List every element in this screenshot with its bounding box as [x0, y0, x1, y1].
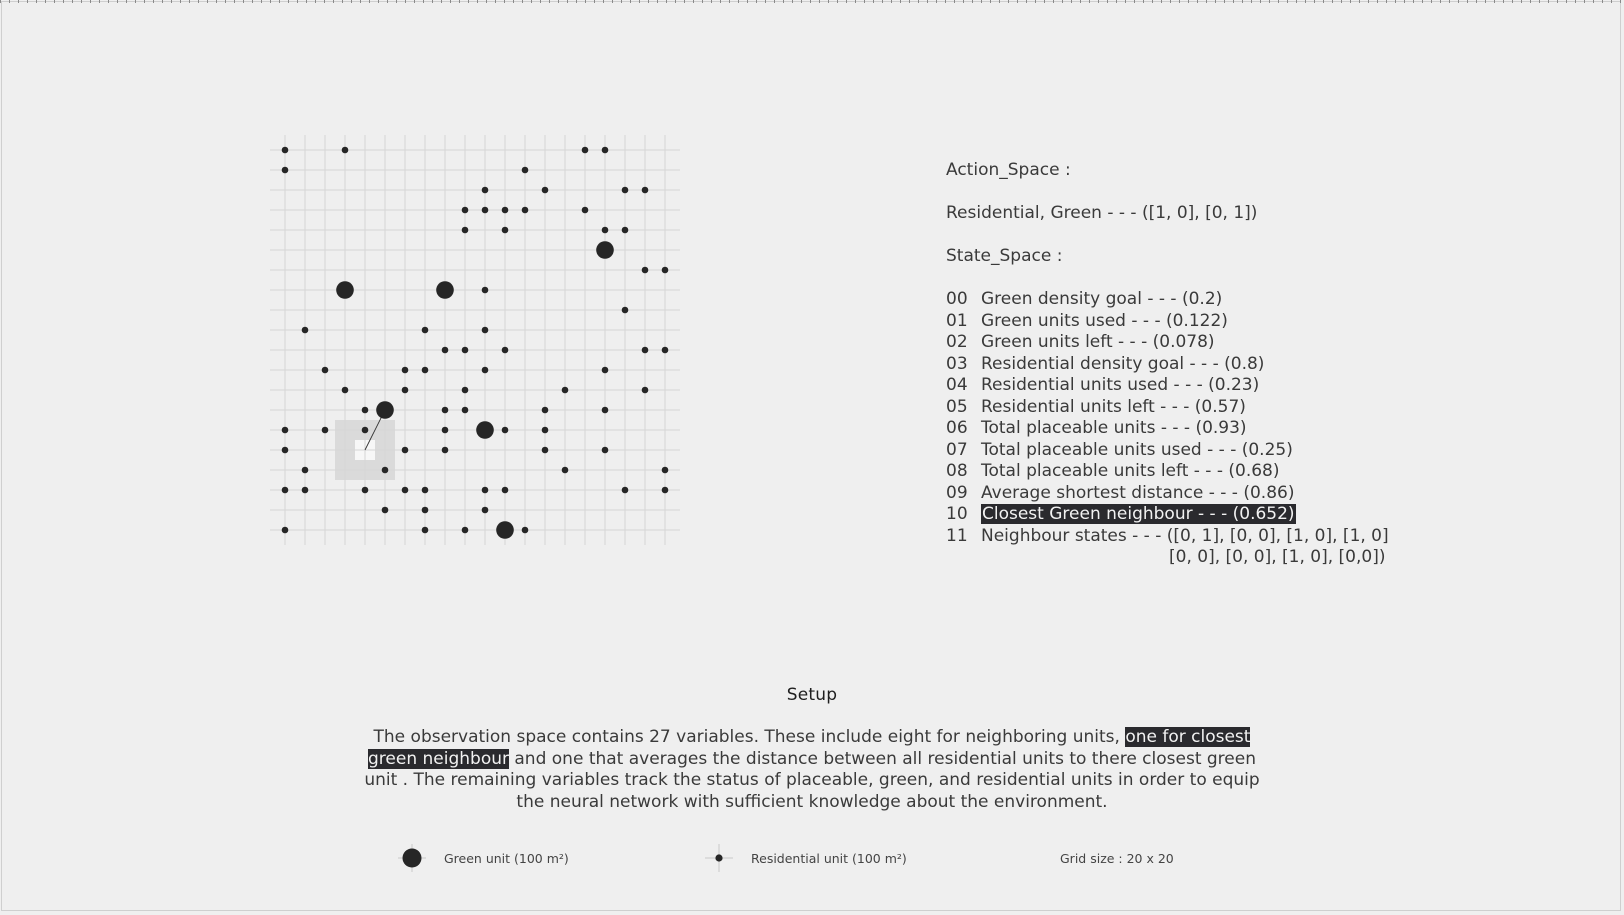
state-text — [981, 397, 1246, 419]
state-index: 07 — [946, 439, 968, 460]
residential-unit — [422, 327, 429, 334]
residential-unit — [602, 367, 609, 374]
state-text-value: Total placeable units used - - - (0.25) — [981, 439, 1293, 460]
residential-unit — [602, 227, 609, 234]
residential-unit — [582, 147, 589, 154]
setup-text-part1: The observation space contains 27 variables. These include eight for neighboring units, — [373, 727, 1120, 747]
state-text-value: Green density goal - - - (0.2) — [981, 289, 1223, 309]
residential-unit — [482, 487, 489, 494]
state-row — [946, 332, 1406, 354]
residential-unit — [542, 407, 549, 414]
residential-unit — [562, 387, 569, 394]
residential-unit — [622, 227, 629, 234]
residential-unit — [522, 527, 529, 534]
residential-unit — [362, 487, 369, 494]
green-unit — [496, 521, 514, 539]
state-row — [946, 289, 1406, 311]
state-row — [946, 375, 1406, 397]
residential-unit — [642, 387, 649, 394]
legend-green — [398, 845, 569, 871]
state-index: 08 — [946, 461, 968, 481]
setup-description — [352, 727, 1272, 814]
state-row — [946, 504, 1406, 526]
residential-unit — [282, 487, 289, 494]
state-text-value: Total placeable units - - - (0.93) — [981, 418, 1247, 438]
residential-unit — [402, 367, 409, 374]
residential-unit — [502, 227, 509, 234]
top-ruler — [0, 0, 1624, 3]
state-text-value: Green units left - - - (0.078) — [981, 332, 1215, 352]
state-text — [981, 354, 1264, 376]
state-text — [981, 440, 1293, 462]
residential-unit — [542, 187, 549, 194]
state-row — [946, 418, 1406, 440]
green-unit — [596, 241, 614, 259]
residential-unit — [602, 407, 609, 414]
residential-unit — [422, 527, 429, 534]
residential-unit — [462, 407, 469, 414]
state-text — [981, 504, 1296, 526]
state-row — [946, 440, 1406, 462]
residential-unit — [282, 147, 289, 154]
residential-unit — [422, 487, 429, 494]
residential-unit — [382, 507, 389, 514]
state-continuation: [0, 0], [0, 0], [1, 0], [0,0]) — [1169, 547, 1386, 567]
residential-unit — [322, 427, 329, 434]
residential-unit — [442, 407, 449, 414]
action-space-value: Residential, Green - - - ([1, 0], [0, 1]) — [946, 203, 1258, 223]
residential-unit — [482, 327, 489, 334]
setup-text-part2: and one that averages the distance between all residential units to there closest green unit . The remaining variables track the status of placeable, green, and residential units in order to equip the neural network with sufficient knowledge about the environment. — [364, 748, 1260, 813]
residential-unit — [642, 347, 649, 354]
state-list — [946, 289, 1406, 547]
state-row — [946, 526, 1406, 548]
residential-unit — [462, 527, 469, 534]
state-text-value: Neighbour states - - - ([0, 1], [0, 0], [1, 0], [1, 0] — [981, 525, 1389, 546]
residential-unit — [482, 367, 489, 374]
residential-unit — [662, 487, 669, 494]
residential-unit — [442, 427, 449, 434]
state-index: 05 — [946, 396, 968, 417]
state-index: 10 — [946, 504, 968, 524]
state-text — [981, 418, 1247, 440]
grid-size-label: Grid size : 20 x 20 — [1060, 850, 1174, 866]
residential-unit — [622, 307, 629, 314]
action-space-title: Action_Space : — [946, 160, 1071, 180]
state-text — [981, 332, 1215, 354]
state-panel — [946, 160, 1406, 569]
residential-unit — [642, 187, 649, 194]
residential-unit — [442, 447, 449, 454]
state-row — [946, 354, 1406, 376]
residential-unit — [502, 207, 509, 214]
setup-text-highlight: one for closest green neighbour — [368, 727, 1251, 769]
green-unit — [436, 281, 454, 299]
residential-unit — [282, 167, 289, 174]
state-text-value: Average shortest distance - - - (0.86) — [981, 482, 1295, 503]
residential-unit — [462, 387, 469, 394]
residential-unit — [422, 507, 429, 514]
state-index: 03 — [946, 353, 968, 374]
residential-unit — [482, 287, 489, 294]
residential-unit — [362, 427, 369, 434]
state-text — [981, 289, 1222, 311]
residential-unit — [282, 447, 289, 454]
state-text — [981, 483, 1294, 505]
green-unit-label: Green unit (100 m²) — [444, 850, 569, 866]
state-text — [981, 461, 1280, 483]
residential-unit — [302, 487, 309, 494]
state-index: 02 — [946, 332, 968, 352]
legend-residential — [705, 845, 907, 871]
residential-unit — [582, 207, 589, 214]
residential-unit — [342, 147, 349, 154]
state-text — [981, 526, 1389, 548]
residential-unit — [402, 447, 409, 454]
state-space-title: State_Space : — [946, 246, 1063, 266]
residential-unit — [562, 467, 569, 474]
residential-unit — [462, 207, 469, 214]
residential-unit — [542, 447, 549, 454]
residential-unit — [542, 427, 549, 434]
residential-unit — [382, 467, 389, 474]
residential-unit — [502, 347, 509, 354]
state-index: 09 — [946, 482, 968, 503]
green-unit — [376, 401, 394, 419]
state-row — [946, 311, 1406, 333]
residential-unit — [282, 527, 289, 534]
state-index: 11 — [946, 525, 968, 546]
residential-unit-icon — [705, 844, 733, 872]
state-text-value: Green units used - - - (0.122) — [981, 310, 1228, 331]
residential-unit — [322, 367, 329, 374]
residential-unit — [402, 487, 409, 494]
residential-unit — [362, 407, 369, 414]
residential-unit — [622, 487, 629, 494]
green-unit — [476, 421, 494, 439]
state-row — [946, 397, 1406, 419]
state-index: 06 — [946, 418, 968, 438]
residential-unit — [642, 267, 649, 274]
residential-unit — [662, 347, 669, 354]
residential-unit — [622, 187, 629, 194]
state-text — [981, 311, 1228, 333]
state-index: 01 — [946, 310, 968, 331]
residential-unit — [482, 507, 489, 514]
residential-unit — [282, 427, 289, 434]
residential-unit — [522, 167, 529, 174]
residential-unit — [502, 487, 509, 494]
state-text-value: Residential density goal - - - (0.8) — [981, 353, 1265, 374]
residential-unit — [522, 207, 529, 214]
residential-unit — [502, 427, 509, 434]
green-unit — [336, 281, 354, 299]
state-index: 00 — [946, 289, 968, 309]
setup-title: Setup — [786, 685, 838, 705]
residential-unit — [602, 447, 609, 454]
state-row — [946, 461, 1406, 483]
residential-unit — [442, 347, 449, 354]
residential-unit — [482, 187, 489, 194]
state-text — [981, 375, 1259, 397]
residential-unit — [662, 467, 669, 474]
residential-unit — [462, 347, 469, 354]
residential-unit — [422, 367, 429, 374]
state-text-highlight: Closest Green neighbour - - - (0.652) — [982, 504, 1295, 524]
state-index: 04 — [946, 375, 968, 395]
state-row — [946, 483, 1406, 505]
residential-unit — [342, 387, 349, 394]
state-text-value: Residential units left - - - (0.57) — [981, 396, 1246, 417]
state-text-value: Total placeable units left - - - (0.68) — [981, 461, 1280, 481]
residential-unit — [662, 267, 669, 274]
grid-diagram — [270, 135, 690, 555]
residential-unit — [482, 207, 489, 214]
legend-grid-size — [1060, 845, 1174, 871]
green-unit-icon — [398, 844, 426, 872]
residential-unit-label: Residential unit (100 m²) — [751, 850, 907, 866]
residential-unit — [462, 227, 469, 234]
residential-unit — [402, 387, 409, 394]
residential-unit — [302, 327, 309, 334]
state-text-value: Residential units used - - - (0.23) — [981, 375, 1260, 395]
residential-unit — [302, 467, 309, 474]
residential-unit — [602, 147, 609, 154]
